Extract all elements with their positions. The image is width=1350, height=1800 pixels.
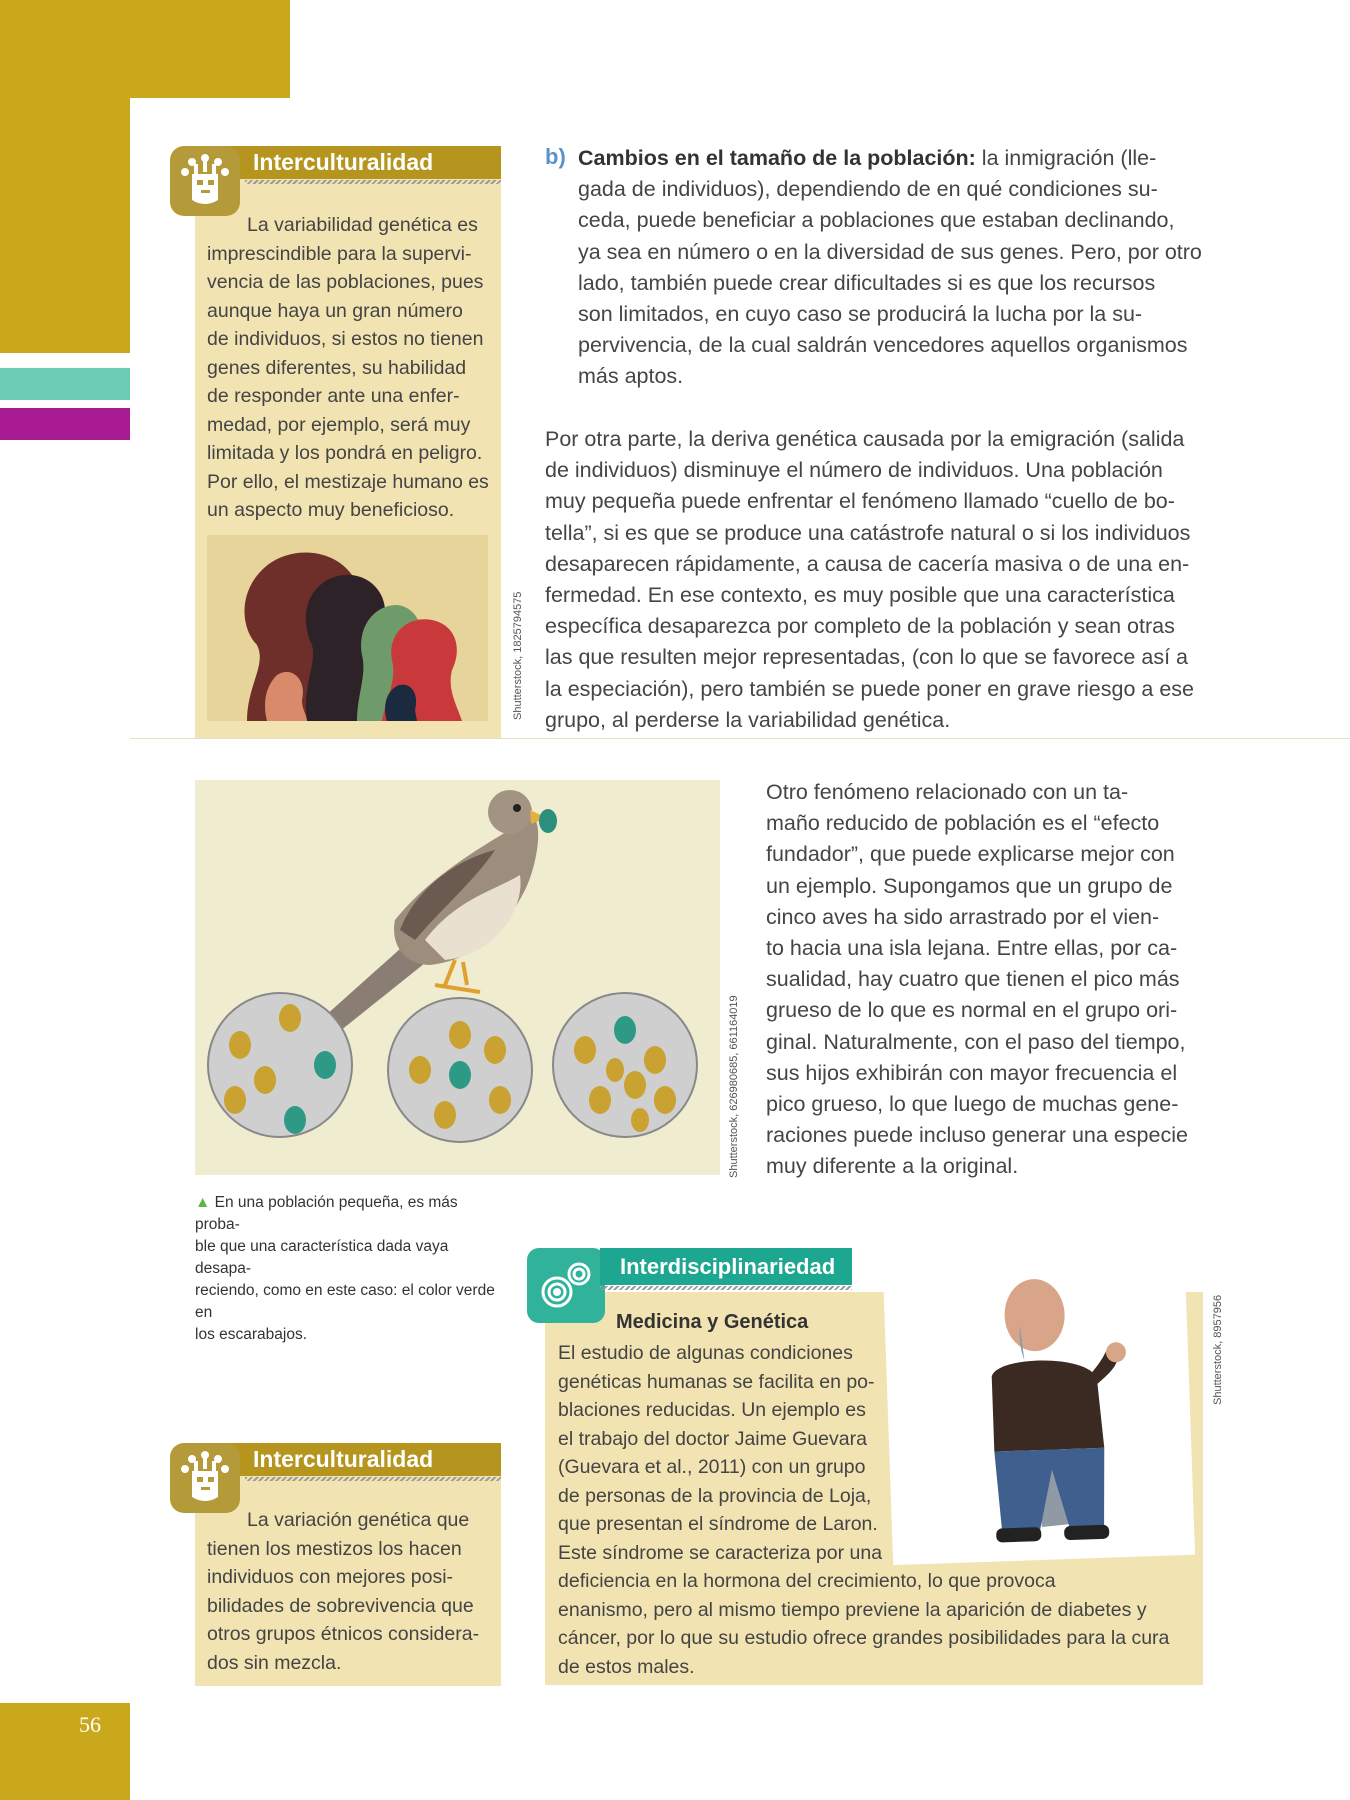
- interdisciplinary-badge: [527, 1248, 605, 1323]
- image-credit-silhouettes: Shutterstock, 1825794575: [512, 591, 524, 720]
- silhouettes-illustration: [207, 535, 488, 721]
- interdisciplinary-box-title: Interdisciplinariedad: [600, 1248, 852, 1285]
- beetle-plate-3: [553, 993, 697, 1137]
- margin-stripe-teal: [0, 368, 130, 400]
- caption-triangle-icon: ▲: [195, 1194, 211, 1211]
- concentric-circles-icon: [527, 1248, 605, 1323]
- intercultural-mask-icon: [170, 146, 240, 216]
- paragraph-genetic-drift: Por otra parte, la deriva genética causada por la emigración (salida de individuos) disminuye el número de individuos. Una población muy pequeña puede enfrentar el fenómeno llamado “cuello de bo- tella”, si es que se produce una catástrofe natural o si los individuos desaparecen rápidamente, a causa de cacería masiva o de una en- fermedad. En ese contexto, es muy posible que una característica específica desaparezca por completo de la población y sean otras las que resulten mejor representadas, (con lo que se favorece así a la especiación), pero también se puede poner en grave riesgo a ese grupo, al perderse la variabilidad genética.: [545, 427, 1194, 732]
- beetle-plate-2: [388, 998, 532, 1142]
- margin-stripe-magenta: [0, 408, 130, 440]
- page-number: 56: [79, 1712, 101, 1737]
- image-credit-person: Shutterstock, 8957956: [1212, 1294, 1224, 1405]
- margin-decoration-left: [0, 98, 130, 353]
- interdisciplinary-box-text: El estudio de algunas condiciones genéticas humanas se facilita en po- blaciones reducidas. Un ejemplo es el trabajo del doctor Jaime Guevara (Guevara et al., 2011) con un grupo de personas de la provincia de Loja, que presentan el síndrome de Laron. Este síndrome se caracteriza por una deficiencia en la hormona del crecimiento, lo que provoca enanismo, pero al mismo tiempo previene la aparición de diabetes y cáncer, por lo que su estudio ofrece grandes posibilidades para la cura de estos males.: [558, 1342, 1170, 1678]
- intercultural-box-2-text: La variación genética que tienen los mestizos los hacen individuos con mejores posi- bilidades de sobrevivencia que otros grupos étnicos considera- dos sin mezcla.: [207, 1509, 480, 1674]
- section-divider: [130, 738, 1350, 739]
- intercultural-box-2-title: Interculturalidad: [195, 1443, 501, 1476]
- bird-beetles-illustration: [195, 780, 720, 1175]
- image-credit-bird: Shutterstock, 626980685, 661164019: [728, 995, 740, 1178]
- section-b-heading: Cambios en el tamaño de la población:: [578, 146, 976, 170]
- section-b-paragraph: Cambios en el tamaño de la población: la inmigración (lle- gada de individuos), dependiendo de en qué condiciones su- ceda, puede beneficiar a poblaciones que estaban declinando, ya sea en número o en la diversidad de sus genes. Pero, por otro lado, también puede crear dificultades si es que los recursos son limitados, en cuyo caso se producirá la lucha por la su- pervivencia, de la cual saldrán vencedores aquellos organismos más aptos.: [578, 146, 1202, 389]
- list-marker-b: b): [545, 144, 566, 169]
- intercultural-box-1-text: La variabilidad genética es imprescindible para la supervi- vencia de las poblaciones, pues aunque haya un gran número de individuos, si estos no tienen genes diferentes, su habilidad de responder ante una enfer- medad, por ejemplo, será muy limitada y los pondrá en peligro. Por ello, el mestizaje humano es un aspecto muy beneficioso.: [207, 214, 489, 521]
- interdisciplinary-box-subtitle: Medicina y Genética: [616, 1311, 809, 1333]
- figure-caption: ▲ En una población pequeña, es más proba- ble que una característica dada vaya desapa- reciendo, como en este caso: el color verde en los escarabajos.: [195, 1194, 495, 1343]
- paragraph-founder-effect: Otro fenómeno relacionado con un ta- maño reducido de población es el “efecto fundador”, que puede explicarse mejor con un ejemplo. Supongamos que un grupo de cinco aves ha sido arrastrado por el vien- to hacia una isla lejana. Entre ellas, por ca- sualidad, hay cuatro que tienen el pico más grueso de lo que es normal en el grupo ori- ginal. Naturalmente, con el paso del tiempo, sus hijos exhibirán con mayor frecuencia el pico grueso, lo que luego de muchas gene- raciones puede incluso generar una especie muy diferente a la original.: [766, 780, 1188, 1179]
- margin-decoration-top: [0, 0, 290, 98]
- intercultural-box-1-title: Interculturalidad: [195, 146, 501, 179]
- intercultural-mask-icon: [170, 1443, 240, 1513]
- beetle-plate-1: [208, 993, 352, 1137]
